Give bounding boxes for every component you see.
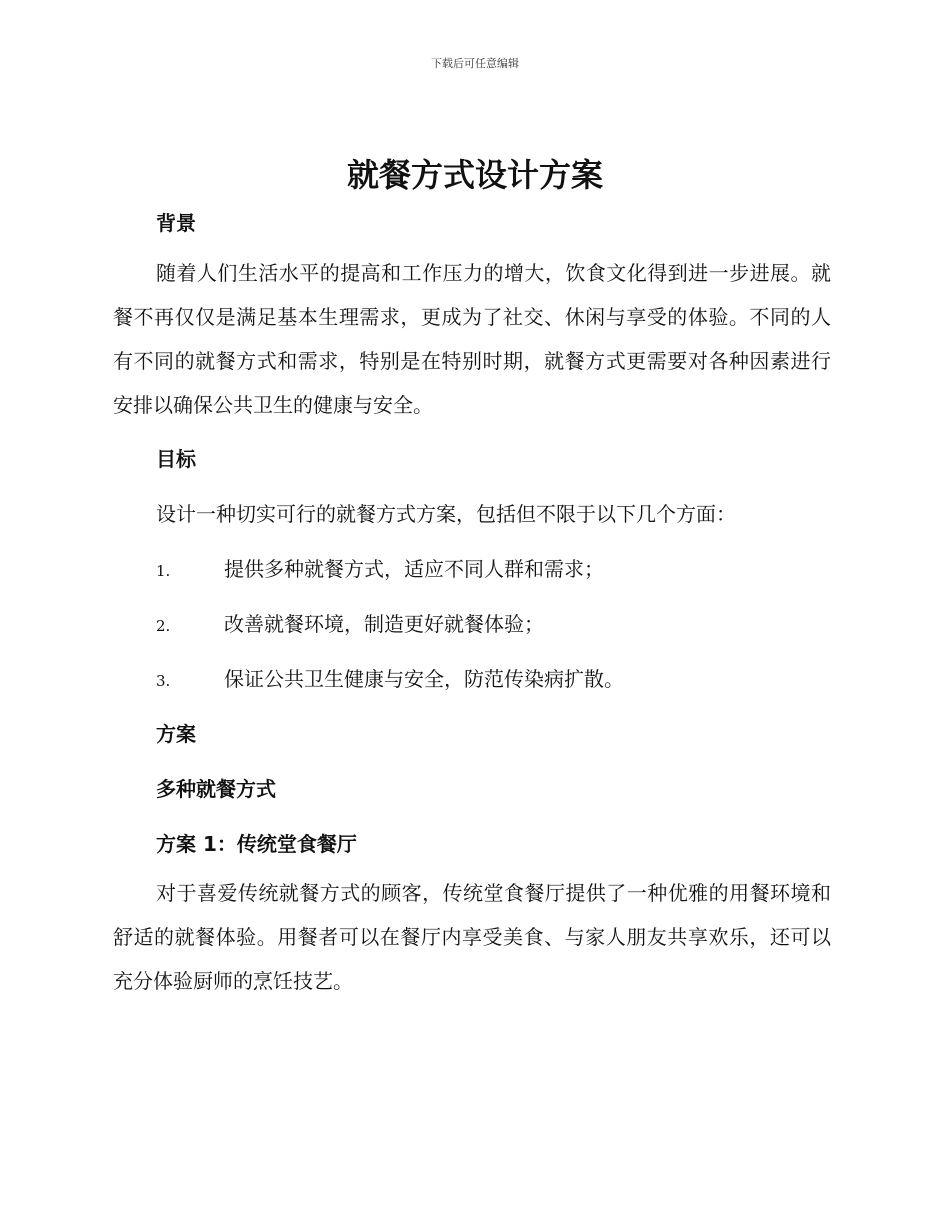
heading-plan-sub: 多种就餐方式 <box>156 777 276 801</box>
list-item-number: 2. <box>156 617 171 635</box>
document-title: 就餐方式设计方案 <box>346 156 603 194</box>
list-item <box>156 553 604 582</box>
heading-background: 背景 <box>156 211 196 235</box>
list-item <box>156 663 624 692</box>
list-item-number: 1. <box>156 562 171 580</box>
paragraph-background: 随着人们生活水平的提高和工作压力的增大，饮食文化得到进一步进展。就餐不再仅仅是满足基本生理需求，更成为了社交、休闲与享受的体验。不同的人有不同的就餐方式和需求，特别是在特别时期，就餐方式更需要对各种因素进行安排以确保公共卫生的健康与安全。 <box>113 261 831 417</box>
paragraph-goal-intro: 设计一种切实可行的就餐方式方案，包括但不限于以下几个方面： <box>156 502 736 526</box>
heading-plan: 方案 <box>156 722 196 746</box>
list-item-text: 提供多种就餐方式，适应不同人群和需求； <box>224 557 604 581</box>
heading-plan1: 方案 1：传统堂食餐厅 <box>156 832 357 856</box>
list-item <box>156 608 544 637</box>
heading-goal: 目标 <box>156 447 196 471</box>
header-note: 下载后可任意编辑 <box>431 57 519 70</box>
list-item-text: 改善就餐环境，制造更好就餐体验； <box>224 612 544 636</box>
list-item-number: 3. <box>156 672 171 690</box>
list-item-text: 保证公共卫生健康与安全，防范传染病扩散。 <box>224 667 624 691</box>
paragraph-plan1: 对于喜爱传统就餐方式的顾客，传统堂食餐厅提供了一种优雅的用餐环境和舒适的就餐体验。用餐者可以在餐厅内享受美食、与家人朋友共享欢乐，还可以充分体验厨师的烹饪技艺。 <box>113 881 831 993</box>
